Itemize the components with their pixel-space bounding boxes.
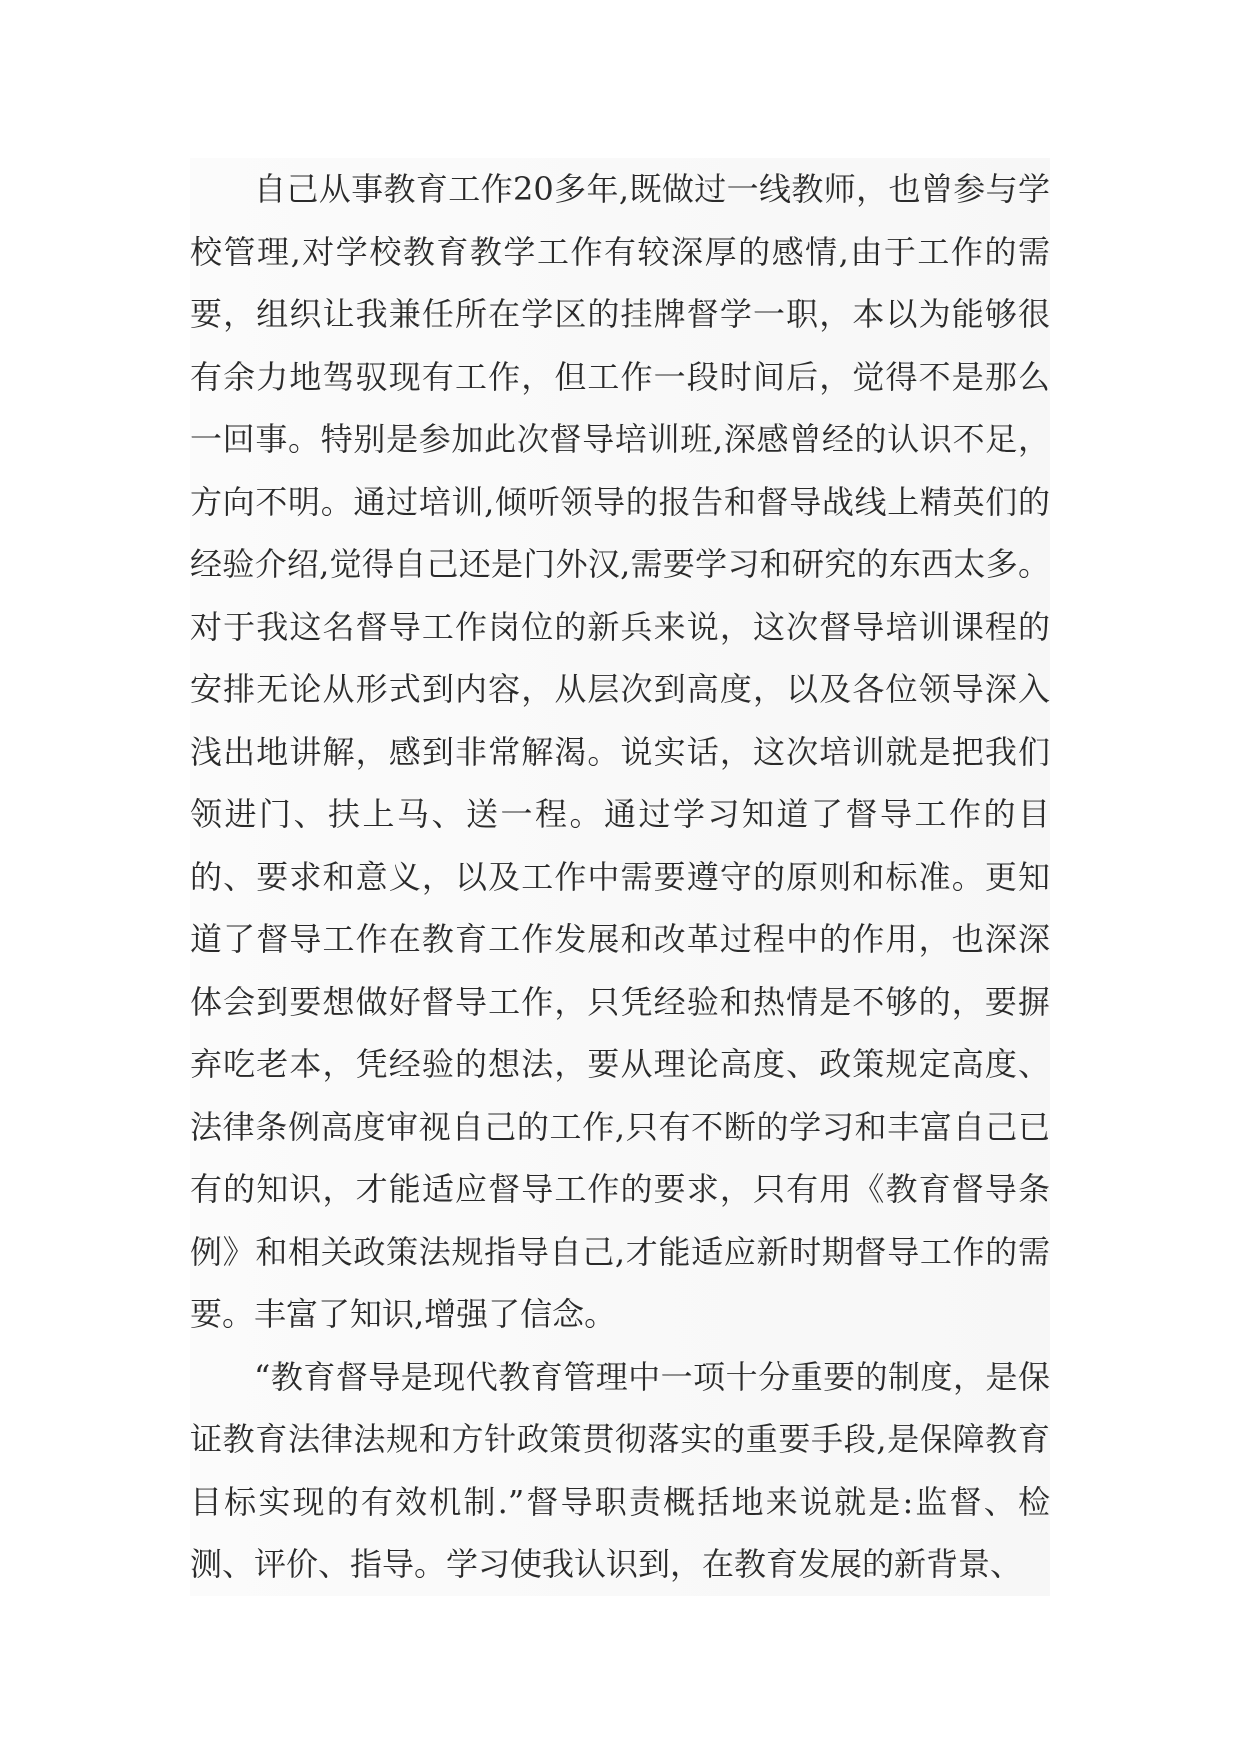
body-text <box>190 158 1050 1596</box>
paragraph-2: “教育督导是现代教育管理中一项十分重要的制度，是保证教育法律法规和方针政策贯彻落实的重要手段,是保障教育目标实现的有效机制.”督导职责概括地来说就是:监督、检测、评价、指导。学习使我认识到，在教育发展的新背景、 <box>190 1346 1050 1596</box>
paragraph-1: 自己从事教育工作20多年,既做过一线教师，也曾参与学校管理,对学校教育教学工作有较深厚的感情,由于工作的需要，组织让我兼任所在学区的挂牌督学一职，本以为能够很有余力地驾驭现有工作，但工作一段时间后，觉得不是那么一回事。特别是参加此次督导培训班,深感曾经的认识不足，方向不明。通过培训,倾听领导的报告和督导战线上精英们的经验介绍,觉得自己还是门外汉,需要学习和研究的东西太多。对于我这名督导工作岗位的新兵来说，这次督导培训课程的安排无论从形式到内容，从层次到高度，以及各位领导深入浅出地讲解，感到非常解渴。说实话，这次培训就是把我们领进门、扶上马、送一程。通过学习知道了督导工作的目的、要求和意义，以及工作中需要遵守的原则和标准。更知道了督导工作在教育工作发展和改革过程中的作用，也深深体会到要想做好督导工作，只凭经验和热情是不够的，要摒弃吃老本，凭经验的想法，要从理论高度、政策规定高度、法律条例高度审视自己的工作,只有不断的学习和丰富自己已有的知识，才能适应督导工作的要求，只有用《教育督导条例》和相关政策法规指导自己,才能适应新时期督导工作的需要。丰富了知识,增强了信念。 <box>190 158 1050 1346</box>
